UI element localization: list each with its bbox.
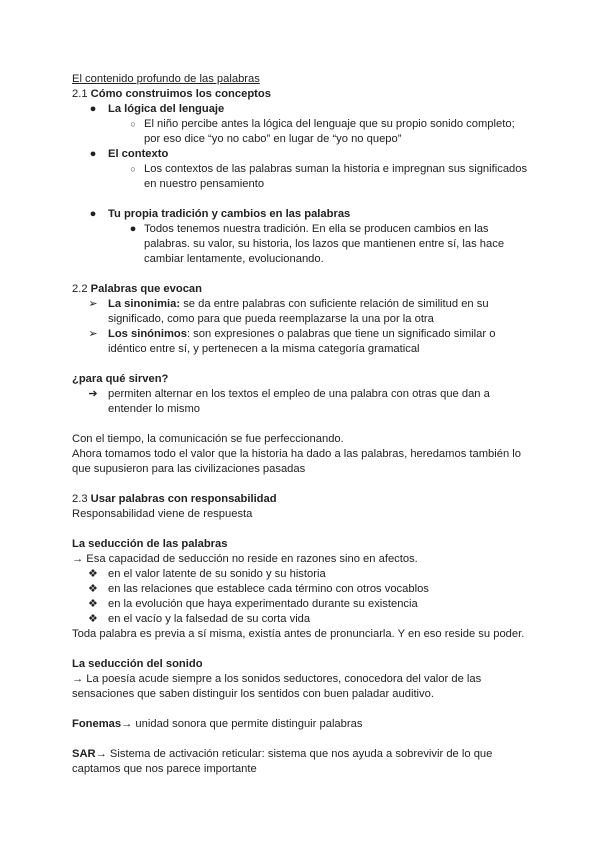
arrow-right-icon: ➔ <box>88 388 98 400</box>
term-label: SAR <box>72 748 96 760</box>
subbullet-text: Todos tenemos nuestra tradición. En ella se producen cambios en las <box>144 223 489 235</box>
term-definition: se da entre palabras con suficiente relación de similitud en su <box>180 298 489 310</box>
bullet-label: El contexto <box>108 148 169 160</box>
subbullet-text: Los contextos de las palabras suman la historia e impregnan sus significados <box>144 163 528 175</box>
paragraph: Toda palabra es previa a sí misma, existía antes de pronunciarla. Y en eso reside su poder. <box>72 628 525 640</box>
question-heading: ¿para qué sirven? <box>72 373 169 385</box>
bullet-disc-icon: ● <box>89 148 97 160</box>
term-definition: : son expresiones o palabras que tiene un significado similar o <box>186 328 496 340</box>
diamond-item <box>72 582 532 597</box>
section-number: 2.1 <box>72 88 91 100</box>
list-item-text: en la evolución que haya experimentado durante su existencia <box>108 598 418 610</box>
list-item-text: en las relaciones que establece cada término con otros vocablos <box>108 583 429 595</box>
diamond-item <box>72 567 532 582</box>
term-label: La sinonimia: <box>108 298 181 310</box>
bullet-circle-icon: ○ <box>130 164 136 174</box>
subbullet-text: en nuestro pensamiento <box>144 178 265 190</box>
diamond-icon: ❖ <box>87 598 99 610</box>
arrowhead-icon: ➢ <box>88 328 98 340</box>
subbullet-tradicion <box>72 222 532 267</box>
answer-text: entender lo mismo <box>108 403 201 415</box>
subbullet-text: cambiar lentamente, evolucionando. <box>144 253 324 265</box>
bullet-logica <box>72 102 532 117</box>
bullet-circle-icon: ○ <box>130 119 136 129</box>
term-definition: → Sistema de activación reticular: sistema que nos ayuda a sobrevivir de lo que <box>95 748 493 760</box>
bullet-disc-icon: ● <box>89 208 97 220</box>
list-item-text: en el valor latente de su sonido y su historia <box>108 568 326 580</box>
paragraph: que supusieron para las civilizaciones pasadas <box>72 463 306 475</box>
term-definition: → unidad sonora que permite distinguir palabras <box>121 718 363 730</box>
arrow-item-sinonimia <box>72 297 532 327</box>
paragraph: Responsabilidad viene de respuesta <box>72 508 253 520</box>
section-title: Cómo construimos los conceptos <box>90 88 271 100</box>
section-title: Palabras que evocan <box>90 283 202 295</box>
term-label: Fonemas <box>72 718 122 730</box>
diamond-item <box>72 597 532 612</box>
paragraph: Ahora tomamos todo el valor que la historia ha dado a las palabras, heredamos también lo <box>72 448 522 460</box>
subbullet-contexto <box>72 162 532 192</box>
diamond-item <box>72 612 532 627</box>
term-label: Los sinónimos <box>108 328 187 340</box>
document-page <box>72 72 532 777</box>
paragraph: Con el tiempo, la comunicación se fue perfeccionando. <box>72 433 344 445</box>
term-definition: idéntico entre sí, y pertenecen a la misma categoría gramatical <box>108 343 420 355</box>
paragraph: → Esa capacidad de seducción no reside en razones sino en afectos. <box>72 553 418 565</box>
bullet-disc-icon: ● <box>89 103 97 115</box>
diamond-icon: ❖ <box>87 583 99 595</box>
arrowhead-icon: ➢ <box>88 298 98 310</box>
bullet-contexto <box>72 147 532 162</box>
arrow-item-sinonimos <box>72 327 532 357</box>
term-definition: significado, como para que pueda reemplazarse la una por la otra <box>108 313 434 325</box>
section-2-3-heading <box>72 492 532 507</box>
subbullet-text: palabras. su valor, su historia, los lazos que mantienen entre sí, las hace <box>144 238 505 250</box>
paragraph: sensaciones que saben distinguir los sentidos con buen paladar auditivo. <box>72 688 434 700</box>
section-2-2-heading <box>72 282 532 297</box>
bullet-disc-icon: ● <box>129 223 137 235</box>
arrow-item-question <box>72 387 532 417</box>
section-number: 2.3 <box>72 493 91 505</box>
bullet-tradicion <box>72 207 532 222</box>
subbullet-text: El niño percibe antes la lógica del lenguaje que su propio sonido completo; <box>144 118 515 130</box>
bullet-label: La lógica del lenguaje <box>108 103 225 115</box>
subheading-seduccion-palabras: La seducción de las palabras <box>72 538 228 550</box>
sar-definition <box>72 747 532 762</box>
answer-text: permiten alternar en los textos el empleo de una palabra con otras que dan a <box>108 388 490 400</box>
paragraph: → La poesía acude siempre a los sonidos seductores, conocedora del valor de las <box>72 673 482 685</box>
document-title: El contenido profundo de las palabras <box>72 73 260 85</box>
subbullet-logica <box>72 117 532 147</box>
section-number: 2.2 <box>72 283 91 295</box>
bullet-label: Tu propia tradición y cambios en las palabras <box>108 208 351 220</box>
diamond-icon: ❖ <box>87 568 99 580</box>
section-title: Usar palabras con responsabilidad <box>90 493 277 505</box>
list-item-text: en el vacío y la falsedad de su corta vida <box>108 613 311 625</box>
paragraph: captamos que nos parece importante <box>72 763 257 775</box>
section-2-1-heading <box>72 87 532 102</box>
fonemas-definition <box>72 717 532 732</box>
subbullet-text: por eso dice “yo no cabo” en lugar de “yo no quepo” <box>144 133 402 145</box>
subheading-seduccion-sonido: La seducción del sonido <box>72 658 203 670</box>
diamond-icon: ❖ <box>87 613 99 625</box>
